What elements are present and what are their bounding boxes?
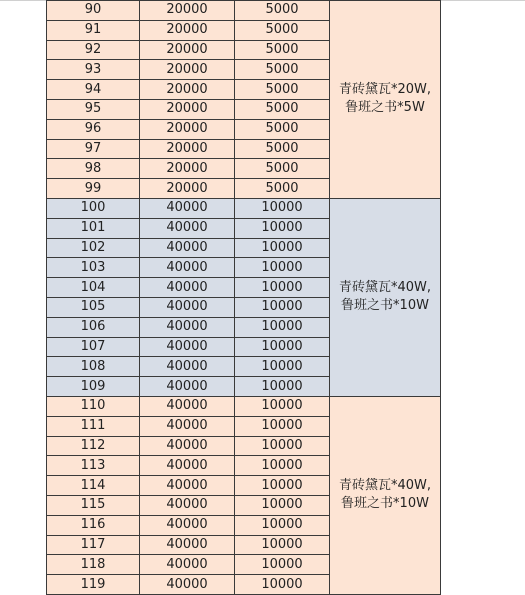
value-b-cell: 10000 <box>235 238 330 258</box>
level-cell: 105 <box>47 297 140 317</box>
level-cell: 100 <box>47 198 140 218</box>
reward-cell <box>330 198 441 396</box>
value-b-cell: 10000 <box>235 218 330 238</box>
value-b-cell: 10000 <box>235 278 330 298</box>
level-cell: 117 <box>47 535 140 555</box>
level-cell: 108 <box>47 357 140 377</box>
value-b-cell: 5000 <box>235 119 330 139</box>
level-cell: 111 <box>47 416 140 436</box>
value-a-cell: 40000 <box>140 317 235 337</box>
value-a-cell: 20000 <box>140 159 235 179</box>
level-cell: 92 <box>47 40 140 60</box>
level-cell: 112 <box>47 436 140 456</box>
value-a-cell: 20000 <box>140 99 235 119</box>
reward-line-2: 鲁班之书*10W <box>341 298 429 314</box>
level-cell: 109 <box>47 377 140 397</box>
value-a-cell: 40000 <box>140 495 235 515</box>
level-cell: 115 <box>47 495 140 515</box>
value-b-cell: 5000 <box>235 60 330 80</box>
reward-cell <box>330 1 441 199</box>
level-cell: 95 <box>47 99 140 119</box>
value-b-cell: 10000 <box>235 476 330 496</box>
value-b-cell: 10000 <box>235 297 330 317</box>
value-b-cell: 5000 <box>235 20 330 40</box>
value-b-cell: 10000 <box>235 416 330 436</box>
value-b-cell: 5000 <box>235 80 330 100</box>
value-b-cell: 5000 <box>235 1 330 21</box>
value-b-cell: 10000 <box>235 535 330 555</box>
value-a-cell: 40000 <box>140 337 235 357</box>
value-b-cell: 5000 <box>235 99 330 119</box>
value-a-cell: 40000 <box>140 436 235 456</box>
value-b-cell: 10000 <box>235 377 330 397</box>
value-b-cell: 10000 <box>235 436 330 456</box>
reward-line-2: 鲁班之书*10W <box>341 496 429 512</box>
value-b-cell: 10000 <box>235 337 330 357</box>
value-b-cell: 10000 <box>235 555 330 575</box>
level-cell: 118 <box>47 555 140 575</box>
value-a-cell: 20000 <box>140 1 235 21</box>
value-b-cell: 10000 <box>235 198 330 218</box>
level-cell: 94 <box>47 80 140 100</box>
value-a-cell: 40000 <box>140 416 235 436</box>
value-a-cell: 40000 <box>140 396 235 416</box>
level-cell: 103 <box>47 258 140 278</box>
level-reward-table <box>46 0 441 595</box>
value-b-cell: 10000 <box>235 258 330 278</box>
level-cell: 119 <box>47 575 140 595</box>
value-b-cell: 10000 <box>235 456 330 476</box>
value-a-cell: 40000 <box>140 238 235 258</box>
level-cell: 116 <box>47 515 140 535</box>
value-b-cell: 10000 <box>235 575 330 595</box>
level-cell: 96 <box>47 119 140 139</box>
value-a-cell: 40000 <box>140 297 235 317</box>
level-cell: 102 <box>47 238 140 258</box>
value-a-cell: 40000 <box>140 555 235 575</box>
reward-line-1: 青砖黛瓦*40W, <box>338 478 432 494</box>
reward-line-1: 青砖黛瓦*40W, <box>338 280 432 296</box>
value-a-cell: 20000 <box>140 20 235 40</box>
value-b-cell: 10000 <box>235 317 330 337</box>
reward-cell <box>330 396 441 594</box>
value-b-cell: 10000 <box>235 515 330 535</box>
value-a-cell: 20000 <box>140 80 235 100</box>
table-row <box>47 396 441 416</box>
value-a-cell: 20000 <box>140 40 235 60</box>
level-cell: 99 <box>47 179 140 199</box>
value-b-cell: 5000 <box>235 179 330 199</box>
value-b-cell: 5000 <box>235 40 330 60</box>
value-a-cell: 40000 <box>140 278 235 298</box>
reward-line-1: 青砖黛瓦*20W, <box>338 82 432 98</box>
value-b-cell: 10000 <box>235 495 330 515</box>
value-a-cell: 40000 <box>140 476 235 496</box>
value-a-cell: 40000 <box>140 575 235 595</box>
level-cell: 104 <box>47 278 140 298</box>
level-cell: 107 <box>47 337 140 357</box>
value-a-cell: 40000 <box>140 456 235 476</box>
value-a-cell: 20000 <box>140 179 235 199</box>
level-cell: 90 <box>47 1 140 21</box>
value-a-cell: 40000 <box>140 357 235 377</box>
value-b-cell: 5000 <box>235 159 330 179</box>
level-cell: 97 <box>47 139 140 159</box>
level-cell: 110 <box>47 396 140 416</box>
value-b-cell: 10000 <box>235 396 330 416</box>
level-cell: 106 <box>47 317 140 337</box>
level-cell: 98 <box>47 159 140 179</box>
level-cell: 113 <box>47 456 140 476</box>
table-row <box>47 1 441 21</box>
value-a-cell: 40000 <box>140 377 235 397</box>
value-b-cell: 5000 <box>235 139 330 159</box>
value-a-cell: 40000 <box>140 218 235 238</box>
level-cell: 91 <box>47 20 140 40</box>
value-a-cell: 40000 <box>140 258 235 278</box>
table-row <box>47 198 441 218</box>
level-cell: 101 <box>47 218 140 238</box>
value-a-cell: 20000 <box>140 119 235 139</box>
level-cell: 114 <box>47 476 140 496</box>
value-a-cell: 20000 <box>140 60 235 80</box>
value-a-cell: 20000 <box>140 139 235 159</box>
value-a-cell: 40000 <box>140 535 235 555</box>
reward-line-2: 鲁班之书*5W <box>345 100 425 116</box>
value-b-cell: 10000 <box>235 357 330 377</box>
table-body <box>47 1 441 595</box>
value-a-cell: 40000 <box>140 198 235 218</box>
value-a-cell: 40000 <box>140 515 235 535</box>
level-cell: 93 <box>47 60 140 80</box>
